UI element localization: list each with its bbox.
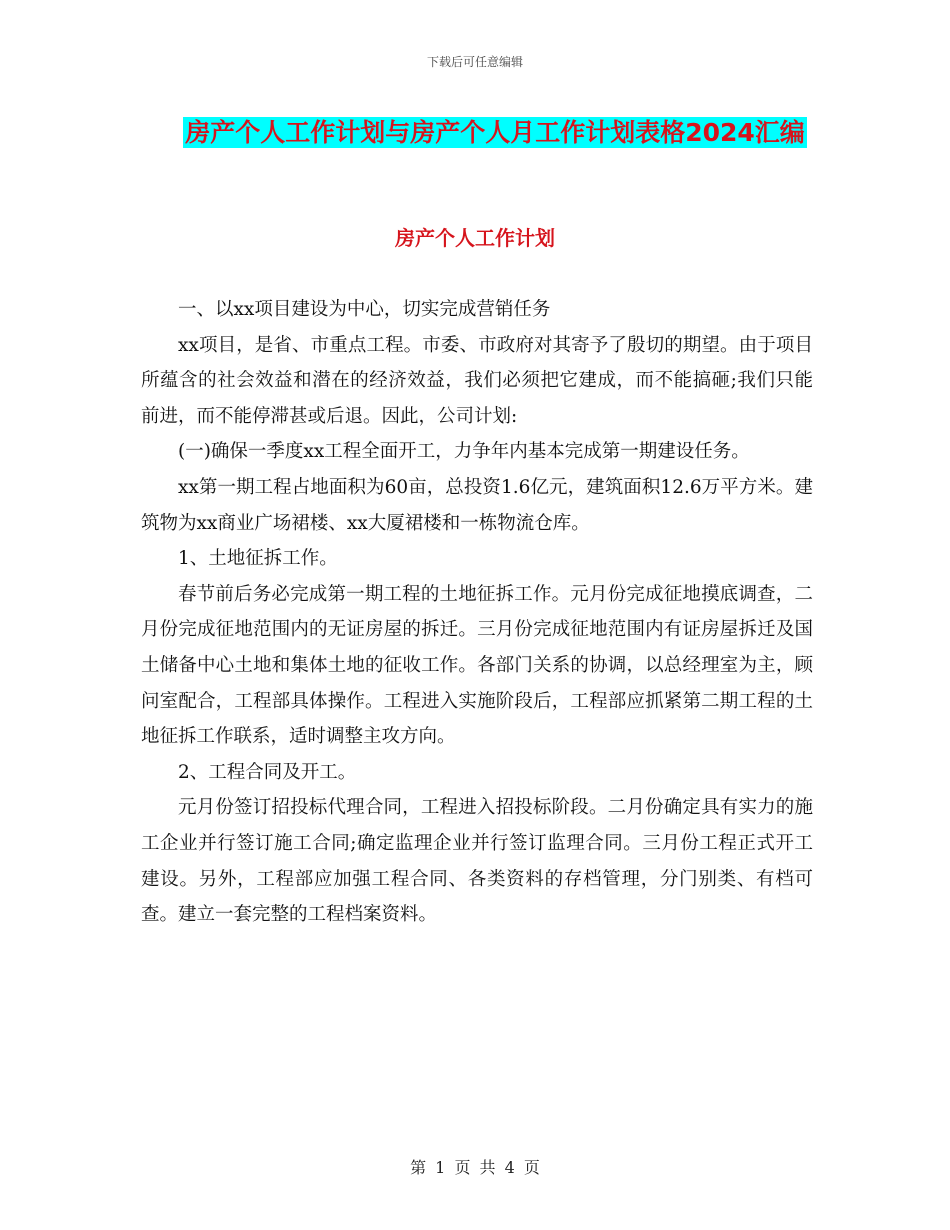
subheading-paragraph-1: (一)确保一季度xx工程全面开工，力争年内基本完成第一期建设任务。 [178,441,750,463]
body-paragraph-4: 元月份签订招投标代理合同，工程进入招投标阶段。二月份确定具有实力的施工企业并行签订施工合同;确定监理企业并行签订监理合同。三月份工程正式开工建设。另外，工程部应加强工程合同、各类资料的存档管理，分门别类、有档可查。建立一套完整的工程档案资料。 [141,797,813,926]
body-paragraph-3: 春节前后务必完成第一期工程的土地征拆工作。元月份完成征地摸底调查，二月份完成征地范围内的无证房屋的拆迁。三月份完成征地范围内有证房屋拆迁及国土储备中心土地和集体土地的征收工作。各部门关系的协调，以总经理室为主，顾问室配合，工程部具体操作。工程进入实施阶段后，工程部应抓紧第二期工程的土地征拆工作联系，适时调整主攻方向。 [141,583,813,748]
body-paragraph-1: xx项目，是省、市重点工程。市委、市政府对其寄予了殷切的期望。由于项目所蕴含的社会效益和潜在的经济效益，我们必须把它建成，而不能搞砸;我们只能前进，而不能停滞甚或后退。因此，公司计划: [141,334,813,427]
item-heading-1: 1、土地征拆工作。 [178,548,338,570]
document-body [141,292,813,933]
item-heading-2: 2、工程合同及开工。 [178,761,357,783]
page-footer: 第 1 页 共 4 页 [410,1158,540,1177]
document-title-text: 房产个人工作计划与房产个人月工作计划表格2024汇编 [185,118,805,147]
document-title [140,110,850,156]
heading-paragraph-1: 一、以xx项目建设为中心，切实完成营销任务 [178,299,551,320]
body-paragraph-2: xx第一期工程占地面积为60亩，总投资1.6亿元，建筑面积12.6万平方米。建筑物为xx商业广场裙楼、xx大厦裙楼和一栋物流仓库。 [141,476,813,534]
page-header: 下载后可任意编辑 [426,55,523,69]
section-title: 房产个人工作计划 [395,226,555,250]
